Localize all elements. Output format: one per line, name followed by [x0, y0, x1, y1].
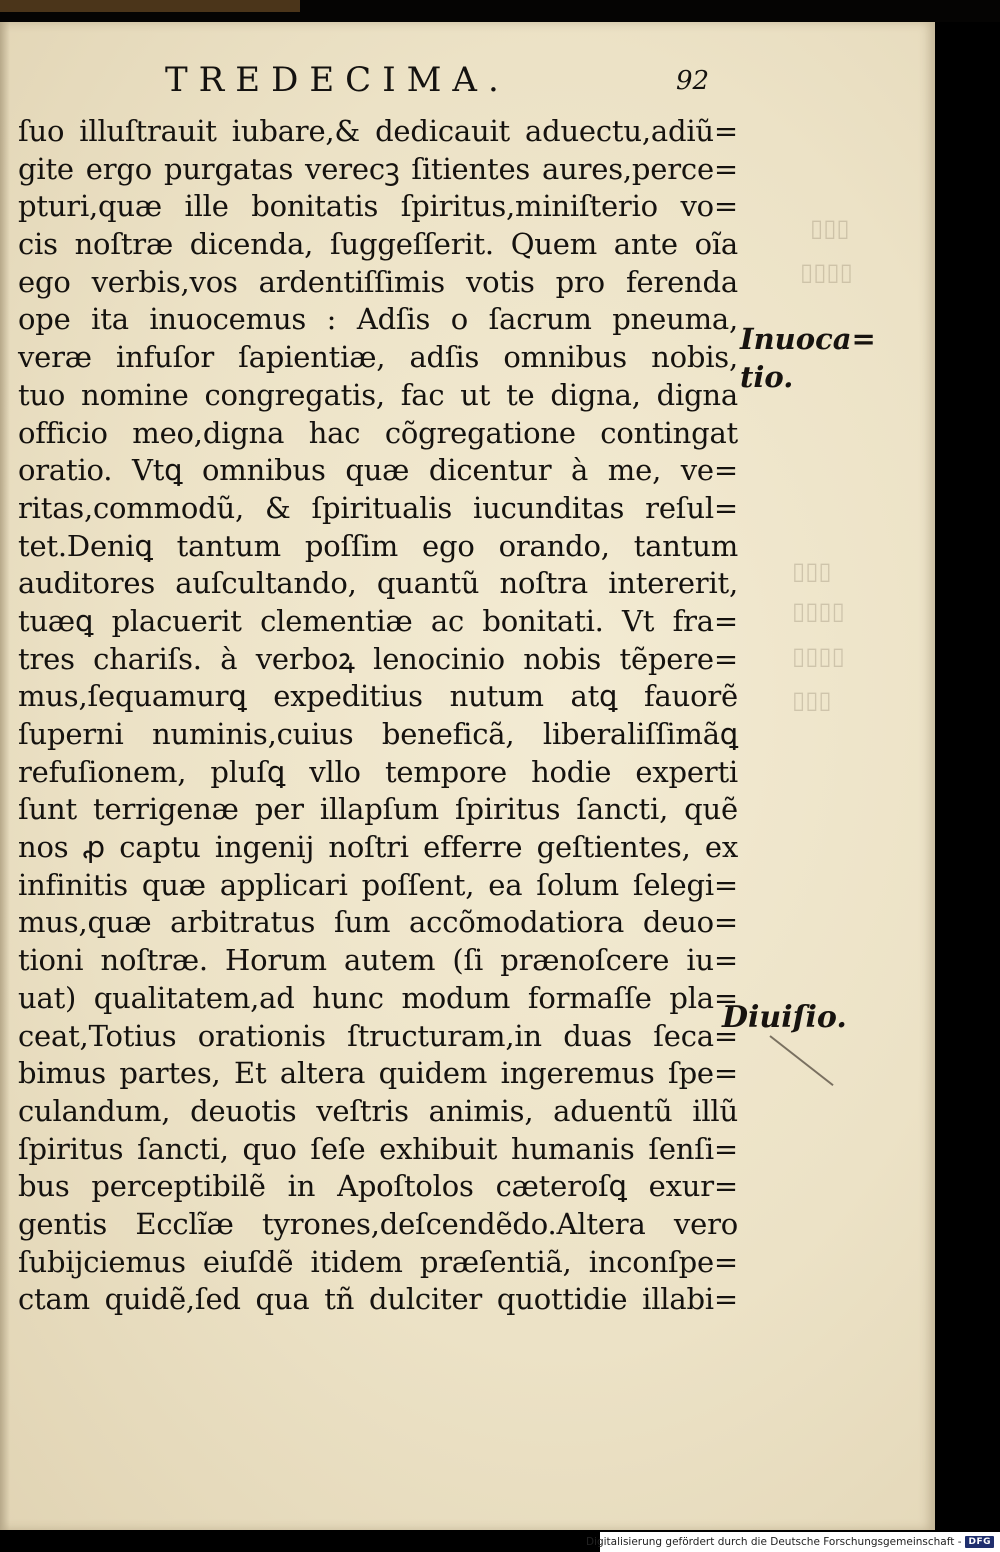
text-line: tet.Deniꝗ tantum poſſim ego orando, tantum — [18, 528, 738, 563]
page-gutter-shadow — [0, 22, 10, 1530]
digitization-credit — [585, 1532, 1000, 1552]
text-line: tres chariſs. à verboꝝ lenocinio nobis tẽpere= — [18, 641, 738, 676]
text-line: tioni noſtræ. Horum autem (ſi prænoſcere iu= — [18, 943, 738, 978]
text-line: veræ infuſor ſapientiæ, adſis omnibus nobis, — [18, 340, 738, 375]
body-text — [18, 113, 738, 1319]
text-line: oratio. Vtꝗ omnibus quæ dicentur à me, ve= — [18, 453, 738, 488]
bleed-through-text: ▯▯▯ — [810, 214, 850, 242]
text-line: officio meo,digna hac cõgregatione contingat — [18, 415, 738, 450]
margin-note-inuocatio-cont: tio. — [740, 360, 794, 394]
text-line: bimus partes, Et altera quidem ingeremus ſpe= — [18, 1056, 738, 1091]
text-line: ego verbis,vos ardentiſſimis votis pro ferenda — [18, 264, 738, 299]
text-line: culandum, deuotis veſtris animis, aduentũ illũ — [18, 1093, 738, 1128]
text-line: mus,quæ arbitratus ſum accõmodatiora deuo= — [18, 905, 738, 940]
text-line: ctam quidẽ,ſed qua tñ dulciter quottidie illabi= — [18, 1282, 738, 1317]
text-line: refuſionem, pluſꝗ vllo tempore hodie experti — [18, 754, 738, 789]
text-line: ſubijciemus eiuſdẽ itidem præſentiã, inconſpe= — [18, 1244, 738, 1279]
bleed-through-text: ▯▯▯▯ — [792, 597, 845, 625]
margin-note-diuisio: Diuiſio. — [722, 1000, 847, 1035]
bleed-through-text: ▯▯▯ — [792, 686, 832, 714]
margin-note-inuocatio: Inuoca= — [740, 322, 876, 356]
text-line: tuo nomine congregatis, fac ut te digna, digna — [18, 377, 738, 412]
text-line: cis noſtræ dicenda, ſuggeſſerit. Quem ante oĩa — [18, 227, 738, 262]
text-line: tuæꝗ placuerit clementiæ ac bonitati. Vt fra= — [18, 603, 738, 638]
page-number: 92 — [676, 66, 710, 96]
text-line: ſuo illuſtrauit iubare,& dedicauit aduectu,adiũ= — [18, 114, 738, 148]
text-line: infinitis quæ applicari poſſent, ea ſolum ſelegi= — [18, 867, 738, 902]
text-line: bus perceptibilẽ in Apoſtolos cæteroſꝗ exur= — [18, 1169, 738, 1204]
text-line: ceat,Totius orationis ſtructuram,in duas ſeca= — [18, 1018, 738, 1053]
text-line: uat) qualitatem,ad hunc modum formaſſe pla= — [18, 980, 738, 1015]
text-line: gite ergo purgatas verecꝫ ſitientes aures,perce= — [18, 151, 738, 186]
text-line: ſuperni numinis,cuius beneficã, liberaliſſimãꝗ — [18, 717, 738, 751]
credit-text: Digitalisierung gefördert durch die Deutsche Forschungsgemeinschaft - — [585, 1536, 962, 1548]
bleed-through-text: ▯▯▯▯ — [800, 258, 853, 286]
text-line: auditores auſcultando, quantũ noſtra intererit, — [18, 566, 738, 601]
dfg-logo: DFG — [965, 1536, 994, 1548]
bleed-through-text: ▯▯▯ — [792, 557, 832, 585]
text-line: nos ꝓ captu ingenij noſtri efferre geſtientes, ex — [18, 830, 738, 865]
text-line: pturi,quæ ille bonitatis ſpiritus,miniſterio vo= — [18, 189, 738, 224]
running-head: TREDECIMA. — [165, 60, 510, 100]
bleed-through-text: ▯▯▯▯ — [792, 642, 845, 670]
text-line: mus,ſequamurꝗ expeditius nutum atꝗ fauorẽ — [18, 679, 738, 714]
text-line: ſpiritus ſancti, quo ſeſe exhibuit humanis ſenſi= — [18, 1131, 738, 1166]
text-line: ritas,commodũ, & ſpiritualis iucunditas reſul= — [18, 490, 738, 525]
scan-edge-strip — [0, 0, 300, 12]
text-line: ope ita inuocemus : Adſis o ſacrum pneuma, — [18, 302, 738, 337]
text-line: ſunt terrigenæ per illapſum ſpiritus ſancti, quẽ — [18, 792, 738, 827]
text-line: gentis Ecclĩæ tyrones,deſcendẽdo.Altera vero — [18, 1206, 738, 1241]
